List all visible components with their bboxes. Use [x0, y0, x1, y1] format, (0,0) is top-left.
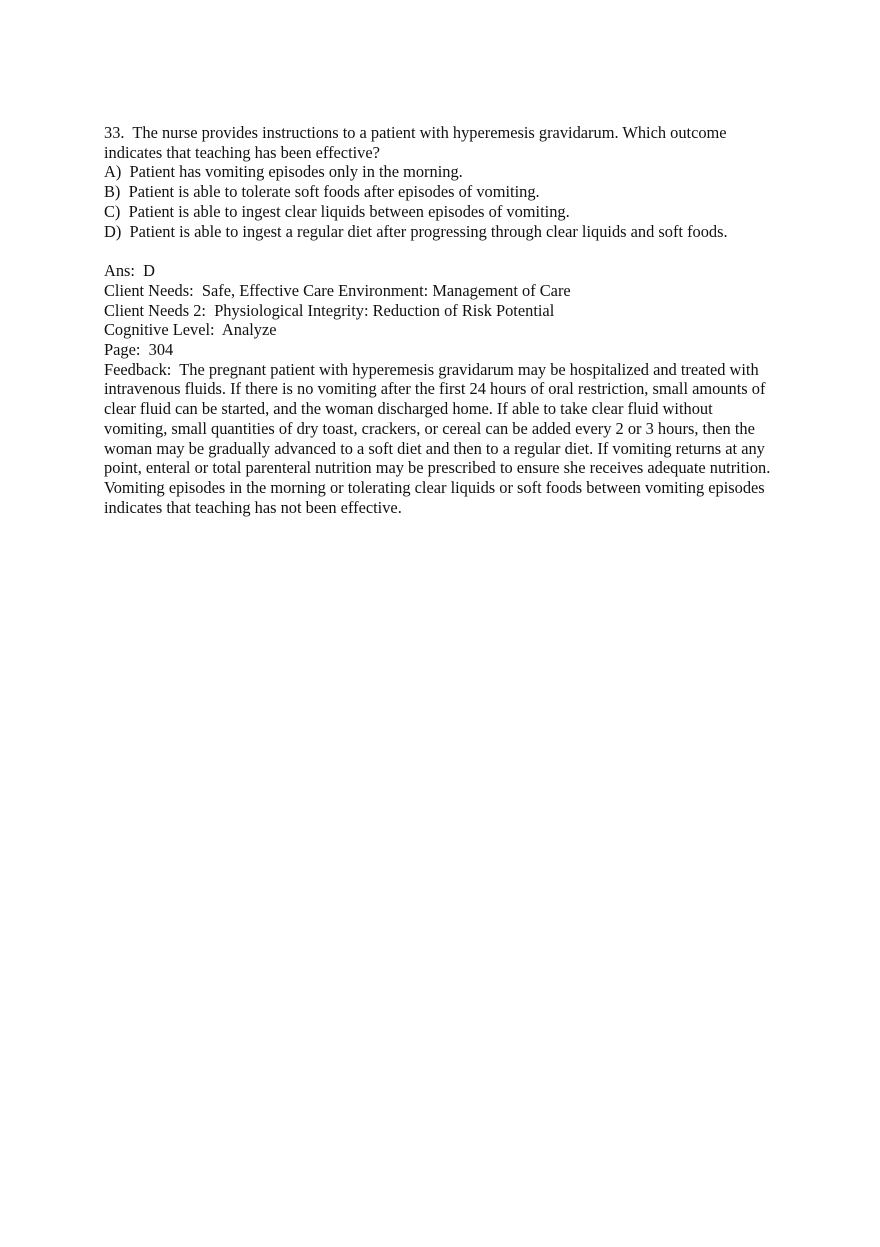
option-text: Patient is able to tolerate soft foods after episodes of vomiting.	[128, 182, 540, 202]
option-b	[104, 182, 784, 202]
client-needs-2-value: Physiological Integrity: Reduction of Risk Potential	[214, 300, 555, 320]
cognitive-level-label: Cognitive Level:	[104, 320, 215, 340]
client-needs-value: Safe, Effective Care Environment: Management of Care	[201, 280, 571, 300]
answer-options	[104, 162, 784, 241]
spacer	[104, 241, 784, 261]
page-line	[104, 340, 784, 360]
question-stem	[104, 123, 784, 162]
option-letter: D)	[104, 221, 122, 241]
option-letter: B)	[104, 182, 121, 202]
cognitive-level-line	[104, 320, 784, 340]
option-letter: A)	[104, 162, 122, 182]
option-a	[104, 162, 784, 182]
client-needs-2-line	[104, 301, 784, 321]
question-number: 33.	[104, 123, 125, 142]
client-needs-2-label: Client Needs 2:	[104, 300, 206, 320]
answer-label: Ans:	[104, 261, 135, 281]
answer-value: D	[143, 261, 156, 281]
option-c	[104, 202, 784, 222]
question-text: The nurse provides instructions to a patient with hyperemesis gravidarum. Which outcome indicates that teaching has been effective?	[104, 123, 727, 162]
option-text: Patient is able to ingest a regular diet after progressing through clear liquids and soft foods.	[129, 221, 728, 241]
page-label: Page:	[104, 340, 141, 360]
client-needs-label: Client Needs:	[104, 280, 194, 300]
client-needs-line	[104, 281, 784, 301]
answer-metadata	[104, 261, 784, 517]
option-text: Patient has vomiting episodes only in the morning.	[129, 162, 463, 182]
question-block	[104, 123, 784, 241]
document-page	[104, 123, 784, 517]
answer-line	[104, 261, 784, 281]
feedback-paragraph	[104, 360, 774, 518]
option-d	[104, 222, 784, 242]
feedback-label: Feedback:	[104, 359, 172, 379]
cognitive-level-value: Analyze	[221, 320, 277, 340]
feedback-text: The pregnant patient with hyperemesis gravidarum may be hospitalized and treated with intravenous fluids. If there is no vomiting after the first 24 hours of oral restriction, small amounts of clear fluid can be started, and the woman discharged home. If able to take clear fluid without vomiting, small quantities of dry toast, crackers, or cereal can be added every 2 or 3 hours, then the woman may be gradually advanced to a soft diet and then to a regular diet. If vomiting returns at any point, enteral or total parenteral nutrition may be prescribed to ensure she receives adequate nutrition. Vomiting episodes in the morning or tolerating clear liquids or soft foods between vomiting episodes indicates that teaching has not been effective.	[104, 359, 771, 517]
option-letter: C)	[104, 201, 121, 221]
option-text: Patient is able to ingest clear liquids between episodes of vomiting.	[128, 201, 570, 221]
page-value: 304	[148, 340, 174, 360]
